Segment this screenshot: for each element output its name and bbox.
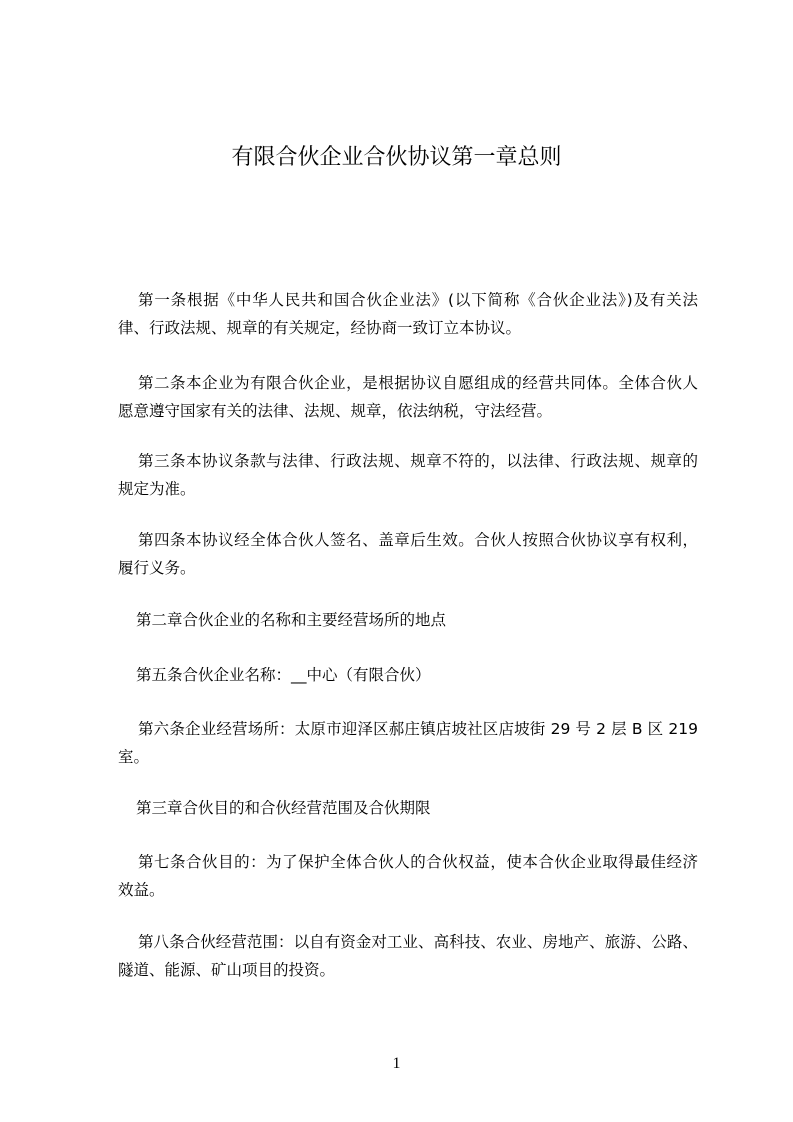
paragraph-line: 第六条企业经营场所：太原市迎泽区郝庄镇店坡社区店坡街 29 号 2 层 B 区 219 [138,720,698,738]
paragraph-line: 规定为准。 [118,480,196,498]
paragraph-line: 第二条本企业为有限合伙企业，是根据协议自愿组成的经营共同体。全体合伙人 [138,374,698,392]
article-5: 第五条合伙企业名称：__中心（有限合伙） [136,666,431,684]
paragraph-line: 第三条本协议条款与法律、行政法规、规章不符的，以法律、行政法规、规章的 [138,452,698,470]
paragraph-line: 隧道、能源、矿山项目的投资。 [118,961,336,979]
paragraph-line: 律、行政法规、规章的有关规定，经协商一致订立本协议。 [118,319,522,337]
paragraph-line: 第四条本协议经全体合伙人签名、盖章后生效。合伙人按照合伙协议享有权利， [138,531,698,549]
paragraph-line: 效益。 [118,881,165,899]
paragraph-line: 愿意遵守国家有关的法律、法规、规章，依法纳税，守法经营。 [118,402,553,420]
document-title: 有限合伙企业合伙协议第一章总则 [231,145,562,170]
paragraph-line: 第一条根据《中华人民共和国合伙企业法》(以下简称《合伙企业法》)及有关法 [138,291,698,309]
paragraph-line: 第七条合伙目的：为了保护全体合伙人的合伙权益，使本合伙企业取得最佳经济 [138,853,698,871]
page-number: 1 [392,1055,401,1072]
paragraph-line: 履行义务。 [118,559,196,577]
paragraph-line: 室。 [118,748,150,766]
chapter-3-heading: 第三章合伙目的和合伙经营范围及合伙期限 [136,799,431,817]
chapter-2-heading: 第二章合伙企业的名称和主要经营场所的地点 [136,611,447,629]
paragraph-line: 第八条合伙经营范围：以自有资金对工业、高科技、农业、房地产、旅游、公路、 [138,933,698,951]
